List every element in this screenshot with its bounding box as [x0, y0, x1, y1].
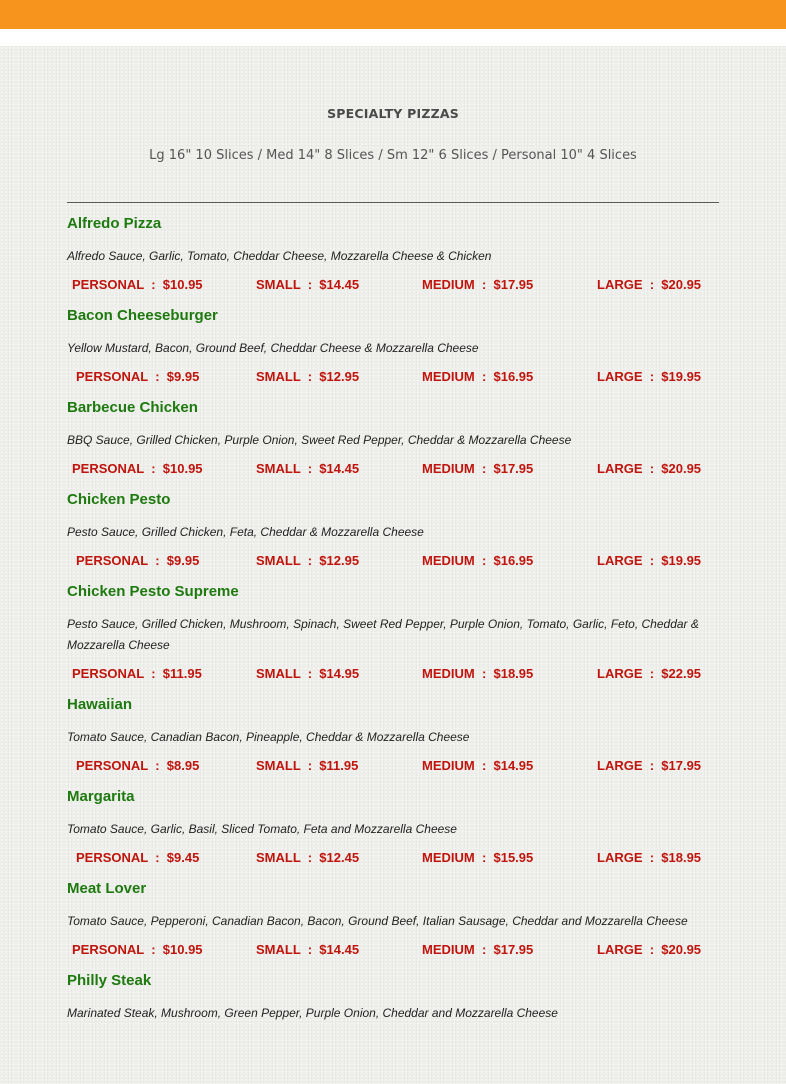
price-small: SMALL : $12.95: [256, 553, 360, 568]
item-description: BBQ Sauce, Grilled Chicken, Purple Onion, Sweet Red Pepper, Cheddar & Mozzarella Cheese: [67, 433, 572, 447]
price-small: SMALL : $14.95: [256, 666, 360, 681]
menu-content: [0, 46, 786, 1084]
menu-item-chicken-pesto: [67, 485, 719, 577]
item-description: Tomato Sauce, Pepperoni, Canadian Bacon, Bacon, Ground Beef, Italian Sausage, Cheddar and Mozzarella Cheese: [67, 914, 688, 928]
price-row: [67, 543, 719, 577]
price-medium: MEDIUM : $17.95: [422, 461, 534, 476]
price-small: SMALL : $14.45: [256, 461, 360, 476]
top-orange-bar: [0, 0, 786, 29]
price-row: [67, 748, 719, 782]
item-name: Bacon Cheeseburger: [67, 307, 218, 324]
price-large: LARGE : $18.95: [597, 850, 702, 865]
price-small: SMALL : $12.95: [256, 369, 360, 384]
menu-item-hawaiian: [67, 690, 719, 782]
item-name: Philly Steak: [67, 972, 152, 989]
item-name: Barbecue Chicken: [67, 399, 198, 416]
item-name: Alfredo Pizza: [67, 215, 162, 232]
price-row: [67, 359, 719, 393]
price-row: [67, 451, 719, 485]
item-name: Chicken Pesto: [67, 491, 171, 508]
price-large: LARGE : $19.95: [597, 369, 702, 384]
menu-item-chicken-pesto-supreme: [67, 577, 719, 690]
price-row: [67, 656, 719, 690]
price-medium: MEDIUM : $17.95: [422, 277, 534, 292]
item-description: Tomato Sauce, Canadian Bacon, Pineapple, Cheddar & Mozzarella Cheese: [67, 730, 470, 744]
menu-item-bacon-cheeseburger: [67, 301, 719, 393]
price-large: LARGE : $22.95: [597, 666, 702, 681]
price-personal: PERSONAL : $8.95: [76, 758, 200, 773]
menu-item-margarita: [67, 782, 719, 874]
top-white-strip: [0, 29, 786, 46]
price-large: LARGE : $20.95: [597, 461, 702, 476]
price-row: [67, 932, 719, 966]
price-medium: MEDIUM : $16.95: [422, 553, 534, 568]
price-medium: MEDIUM : $15.95: [422, 850, 534, 865]
divider-line: [67, 202, 719, 203]
item-description: Yellow Mustard, Bacon, Ground Beef, Cheddar Cheese & Mozzarella Cheese: [67, 341, 479, 355]
price-personal: PERSONAL : $10.95: [72, 942, 203, 957]
price-small: SMALL : $12.45: [256, 850, 360, 865]
page-title: SPECIALTY PIZZAS: [327, 106, 459, 121]
price-medium: MEDIUM : $17.95: [422, 942, 534, 957]
item-name: Hawaiian: [67, 696, 133, 713]
menu-item-meat-lover: [67, 874, 719, 966]
price-medium: MEDIUM : $16.95: [422, 369, 534, 384]
price-row: [67, 840, 719, 874]
price-large: LARGE : $20.95: [597, 942, 702, 957]
price-personal: PERSONAL : $9.95: [76, 369, 200, 384]
item-description: Pesto Sauce, Grilled Chicken, Feta, Cheddar & Mozzarella Cheese: [67, 525, 424, 539]
item-description: Marinated Steak, Mushroom, Green Pepper, Purple Onion, Cheddar and Mozzarella Cheese: [67, 1006, 558, 1020]
price-large: LARGE : $19.95: [597, 553, 702, 568]
menu-item-philly-steak: [67, 966, 719, 1024]
price-personal: PERSONAL : $10.95: [72, 277, 203, 292]
price-small: SMALL : $14.45: [256, 277, 360, 292]
price-personal: PERSONAL : $9.95: [76, 553, 200, 568]
price-large: LARGE : $20.95: [597, 277, 702, 292]
item-description: Pesto Sauce, Grilled Chicken, Mushroom, Spinach, Sweet Red Pepper, Purple Onion, Tomato, Garlic, Feto, Cheddar & Mozzarella Cheese: [67, 617, 699, 652]
price-large: LARGE : $17.95: [597, 758, 702, 773]
price-row: [67, 267, 719, 301]
price-medium: MEDIUM : $14.95: [422, 758, 534, 773]
item-name: Meat Lover: [67, 880, 147, 897]
price-medium: MEDIUM : $18.95: [422, 666, 534, 681]
menu-item-alfredo-pizza: [67, 209, 719, 301]
price-personal: PERSONAL : $10.95: [72, 461, 203, 476]
price-small: SMALL : $11.95: [256, 758, 359, 773]
price-personal: PERSONAL : $11.95: [72, 666, 202, 681]
item-name: Chicken Pesto Supreme: [67, 583, 239, 600]
size-info-subtitle: Lg 16" 10 Slices / Med 14" 8 Slices / Sm 12" 6 Slices / Personal 10" 4 Slices: [149, 148, 637, 163]
menu-item-barbecue-chicken: [67, 393, 719, 485]
item-description: Tomato Sauce, Garlic, Basil, Sliced Tomato, Feta and Mozzarella Cheese: [67, 822, 457, 836]
price-small: SMALL : $14.45: [256, 942, 360, 957]
price-personal: PERSONAL : $9.45: [76, 850, 200, 865]
pizza-list: [67, 209, 719, 1024]
item-name: Margarita: [67, 788, 135, 805]
item-description: Alfredo Sauce, Garlic, Tomato, Cheddar Cheese, Mozzarella Cheese & Chicken: [67, 249, 492, 263]
